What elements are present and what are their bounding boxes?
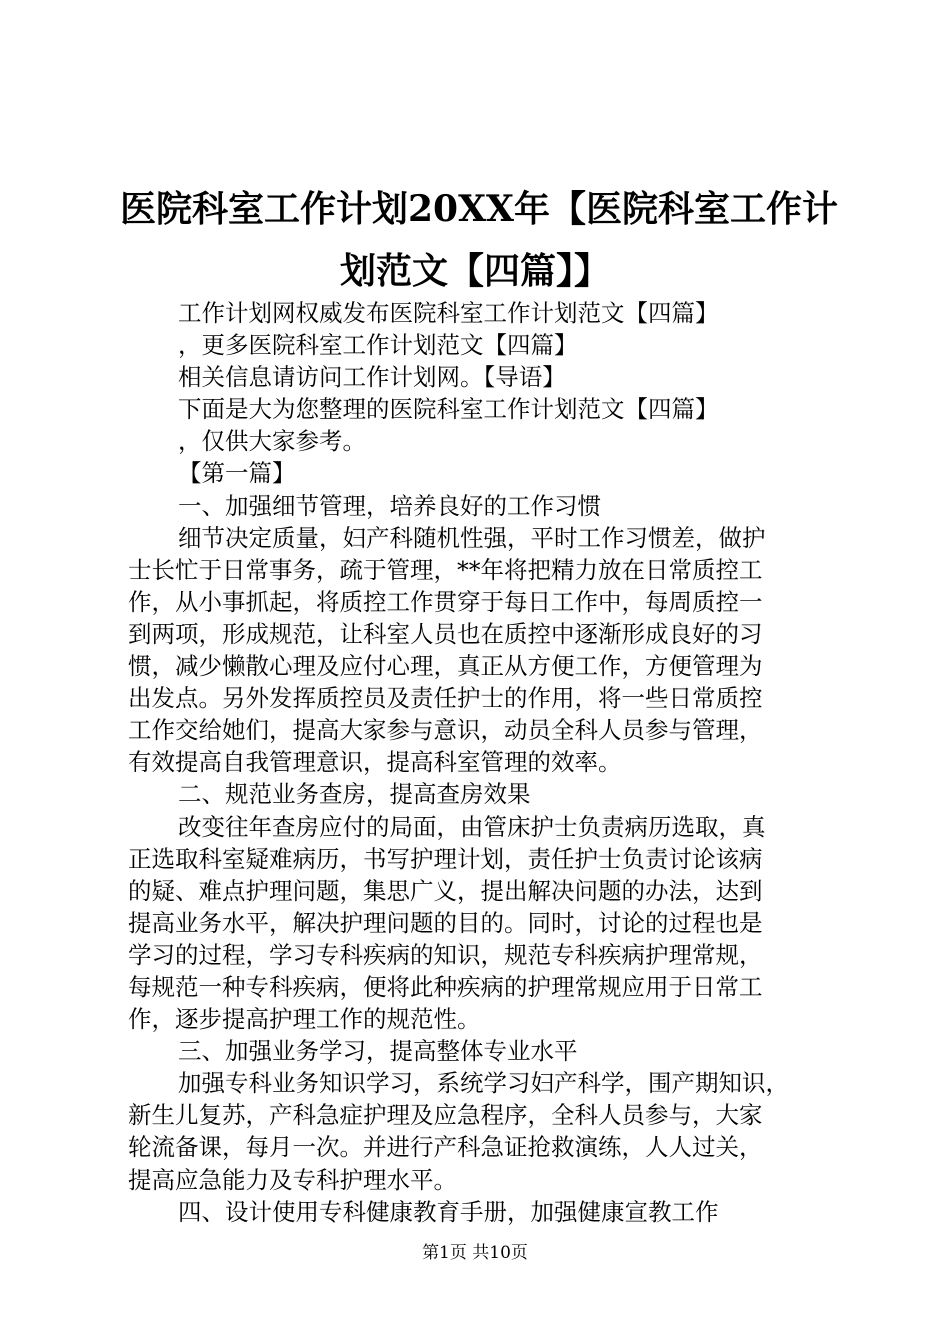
paragraph-line: 每规范一种专科疾病，便将此种疾病的护理常规应用于日常工 (128, 972, 763, 1001)
paragraph-line: 工作交给她们，提高大家参与意识，动员全科人员参与管理， (128, 716, 763, 745)
paragraph-line: 有效提高自我管理意识，提高科室管理的效率。 (128, 748, 622, 777)
paragraph-line: 新生儿复苏，产科急症护理及应急程序，全科人员参与，大家 (128, 1101, 763, 1130)
document-title (120, 178, 838, 302)
page-footer: 第1页 共10页 (422, 1243, 528, 1263)
paragraph-line: 惯，减少懒散心理及应付心理，真正从方便工作，方便管理为 (128, 652, 763, 681)
document-body (128, 297, 848, 1228)
intro-line: 下面是大为您整理的医院科室工作计划范文【四篇】 (178, 395, 719, 424)
paragraph-line: 提高业务水平，解决护理问题的目的。同时，讨论的过程也是 (128, 908, 763, 937)
section-heading: 【第一篇】 (178, 459, 296, 488)
paragraph-line: 出发点。另外发挥质控员及责任护士的作用，将一些日常质控 (128, 684, 763, 713)
paragraph-line: 提高应急能力及专科护理水平。 (128, 1165, 457, 1194)
subheading-1: 一、加强细节管理，培养良好的工作习惯 (178, 491, 601, 520)
paragraph-line: 正选取科室疑难病历，书写护理计划，责任护士负责讨论该病 (128, 844, 763, 873)
paragraph-line: 士长忙于日常事务，疏于管理，**年将把精力放在日常质控工 (128, 555, 763, 584)
intro-line: 相关信息请访问工作计划网。【导语】 (178, 363, 566, 392)
intro-line: ，更多医院科室工作计划范文【四篇】 (178, 331, 578, 360)
paragraph-line: 到两项，形成规范，让科室人员也在质控中逐渐形成良好的习 (128, 619, 763, 648)
title-line-2: 划范文【四篇】】 (339, 250, 610, 292)
subheading-4: 四、设计使用专科健康教育手册，加强健康宣教工作 (178, 1197, 719, 1226)
paragraph-line: 作，从小事抓起，将质控工作贯穿于每日工作中，每周质控一 (128, 587, 763, 616)
paragraph-line: 细节决定质量，妇产科随机性强，平时工作习惯差，做护 (178, 523, 766, 552)
paragraph-line: 的疑、难点护理问题，集思广义，提出解决问题的办法，达到 (128, 876, 763, 905)
title-line-1: 医院科室工作计划20XX年【医院科室工作计 (120, 188, 838, 230)
subheading-2: 二、规范业务查房，提高查房效果 (178, 780, 531, 809)
intro-line: ，仅供大家参考。 (178, 427, 366, 456)
paragraph-line: 加强专科业务知识学习，系统学习妇产科学，围产期知识， (178, 1069, 789, 1098)
paragraph-line: 改变往年查房应付的局面，由管床护士负责病历选取，真 (178, 812, 766, 841)
intro-line: 工作计划网权威发布医院科室工作计划范文【四篇】 (178, 299, 719, 327)
paragraph-line: 作，逐步提高护理工作的规范性。 (128, 1005, 481, 1034)
paragraph-line: 学习的过程，学习专科疾病的知识，规范专科疾病护理常规， (128, 940, 763, 969)
paragraph-line: 轮流备课，每月一次。并进行产科急证抢救演练，人人过关， (128, 1133, 763, 1162)
subheading-3: 三、加强业务学习，提高整体专业水平 (178, 1037, 578, 1066)
